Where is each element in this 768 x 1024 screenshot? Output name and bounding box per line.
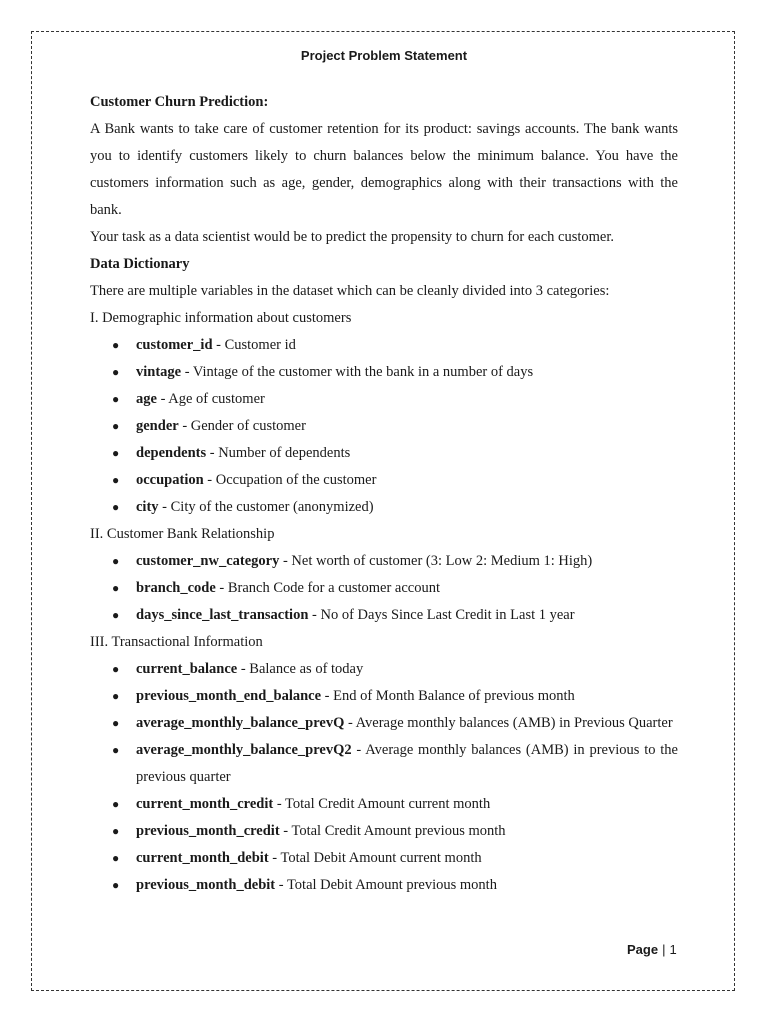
- variable-name: current_month_debit: [136, 850, 269, 866]
- variable-list-demographic: [90, 332, 678, 521]
- variable-name: dependents: [136, 445, 207, 461]
- task-paragraph: Your task as a data scientist would be to predict the propensity to churn for each customer.: [90, 229, 615, 245]
- variable-name: current_month_credit: [136, 796, 274, 812]
- variable-description: - Balance as of today: [237, 661, 364, 677]
- bullet-icon: ●: [112, 446, 120, 460]
- section-heading: Customer Churn Prediction:: [90, 94, 269, 110]
- variable-list-item: [112, 737, 678, 791]
- variable-name: current_balance: [136, 661, 238, 677]
- variable-name: previous_month_credit: [136, 823, 280, 839]
- variable-name: gender: [136, 418, 179, 434]
- variable-description: - City of the customer (anonymized): [158, 499, 374, 515]
- variable-name: branch_code: [136, 580, 216, 596]
- category-title-transactional: III. Transactional Information: [90, 634, 263, 650]
- variable-list-item: [112, 710, 678, 737]
- bullet-icon: ●: [112, 473, 120, 487]
- variable-list-item: [112, 818, 678, 845]
- category-title-bank-relationship: II. Customer Bank Relationship: [90, 526, 275, 542]
- variable-name: customer_id: [136, 337, 213, 353]
- variable-description: - Total Debit Amount previous month: [275, 877, 497, 893]
- bullet-icon: ●: [112, 419, 120, 433]
- bullet-icon: ●: [112, 797, 120, 811]
- variable-name: days_since_last_transaction: [136, 607, 309, 623]
- variable-name: customer_nw_category: [136, 553, 280, 569]
- variable-name: previous_month_debit: [136, 877, 276, 893]
- variable-list-transactional: [90, 656, 678, 899]
- variable-list-item: [112, 440, 678, 467]
- bullet-icon: ●: [112, 338, 120, 352]
- data-dictionary-heading: Data Dictionary: [90, 256, 190, 272]
- variable-description: - No of Days Since Last Credit in Last 1 year: [308, 607, 575, 623]
- variable-list-item: [112, 845, 678, 872]
- variable-description: - Average monthly balances (AMB) in Previous Quarter: [344, 715, 673, 731]
- bullet-icon: ●: [112, 824, 120, 838]
- variable-list-item: [112, 683, 678, 710]
- bullet-icon: ●: [112, 581, 120, 595]
- variable-description: - Vintage of the customer with the bank in a number of days: [181, 364, 534, 380]
- document-body: [90, 89, 678, 899]
- variable-list-item: [112, 386, 678, 413]
- variable-list-item: [112, 575, 678, 602]
- variable-list-item: [112, 359, 678, 386]
- variable-name: age: [136, 391, 157, 407]
- bullet-icon: ●: [112, 662, 120, 676]
- data-dictionary-intro: There are multiple variables in the dataset which can be cleanly divided into 3 categories:: [90, 283, 610, 299]
- variable-name: average_monthly_balance_prevQ: [136, 715, 345, 731]
- variable-description: - Net worth of customer (3: Low 2: Medium 1: High): [279, 553, 593, 569]
- variable-list-item: [112, 332, 678, 359]
- variable-list-item: [112, 413, 678, 440]
- document-title: Project Problem Statement: [300, 48, 468, 63]
- bullet-icon: ●: [112, 743, 120, 757]
- variable-list-item: [112, 548, 678, 575]
- variable-list-item: [112, 791, 678, 818]
- page-label: Page: [627, 942, 659, 957]
- variable-name: occupation: [136, 472, 204, 488]
- variable-description: - Total Debit Amount current month: [268, 850, 482, 866]
- variable-description: - Age of customer: [156, 391, 265, 407]
- category-title-demographic: I. Demographic information about customers: [90, 310, 352, 326]
- variable-description: - Total Credit Amount current month: [273, 796, 491, 812]
- page-footer: [627, 941, 677, 959]
- variable-description: - Occupation of the customer: [203, 472, 377, 488]
- intro-paragraph: A Bank wants to take care of customer retention for its product: savings accounts. The bank wants you to identify customers likely to churn balances below the minimum balance. You have the customers information such as age, gender, demographics along with their transactions with the bank.: [90, 121, 678, 218]
- variable-name: average_monthly_balance_prevQ2: [136, 742, 352, 758]
- variable-list-item: [112, 602, 678, 629]
- bullet-icon: ●: [112, 500, 120, 514]
- variable-description: - End of Month Balance of previous month: [321, 688, 575, 704]
- variable-list-item: [112, 656, 678, 683]
- variable-description: - Number of dependents: [206, 445, 351, 461]
- variable-description: - Total Credit Amount previous month: [279, 823, 506, 839]
- bullet-icon: ●: [112, 392, 120, 406]
- bullet-icon: ●: [112, 851, 120, 865]
- page-number: 1: [669, 942, 677, 957]
- bullet-icon: ●: [112, 554, 120, 568]
- variable-list-bank-relationship: [90, 548, 678, 629]
- variable-description: - Gender of customer: [178, 418, 306, 434]
- bullet-icon: ●: [112, 365, 120, 379]
- page-separator: |: [662, 942, 666, 957]
- bullet-icon: ●: [112, 716, 120, 730]
- bullet-icon: ●: [112, 689, 120, 703]
- variable-description: - Branch Code for a customer account: [215, 580, 441, 596]
- variable-description: - Customer id: [212, 337, 296, 353]
- variable-name: city: [136, 499, 159, 515]
- bullet-icon: ●: [112, 608, 120, 622]
- bullet-icon: ●: [112, 878, 120, 892]
- variable-list-item: [112, 872, 678, 899]
- variable-name: previous_month_end_balance: [136, 688, 322, 704]
- variable-name: vintage: [136, 364, 182, 380]
- variable-list-item: [112, 494, 678, 521]
- variable-list-item: [112, 467, 678, 494]
- variable-description: - Average monthly balances (AMB) in previous to the previous quarter: [136, 742, 678, 785]
